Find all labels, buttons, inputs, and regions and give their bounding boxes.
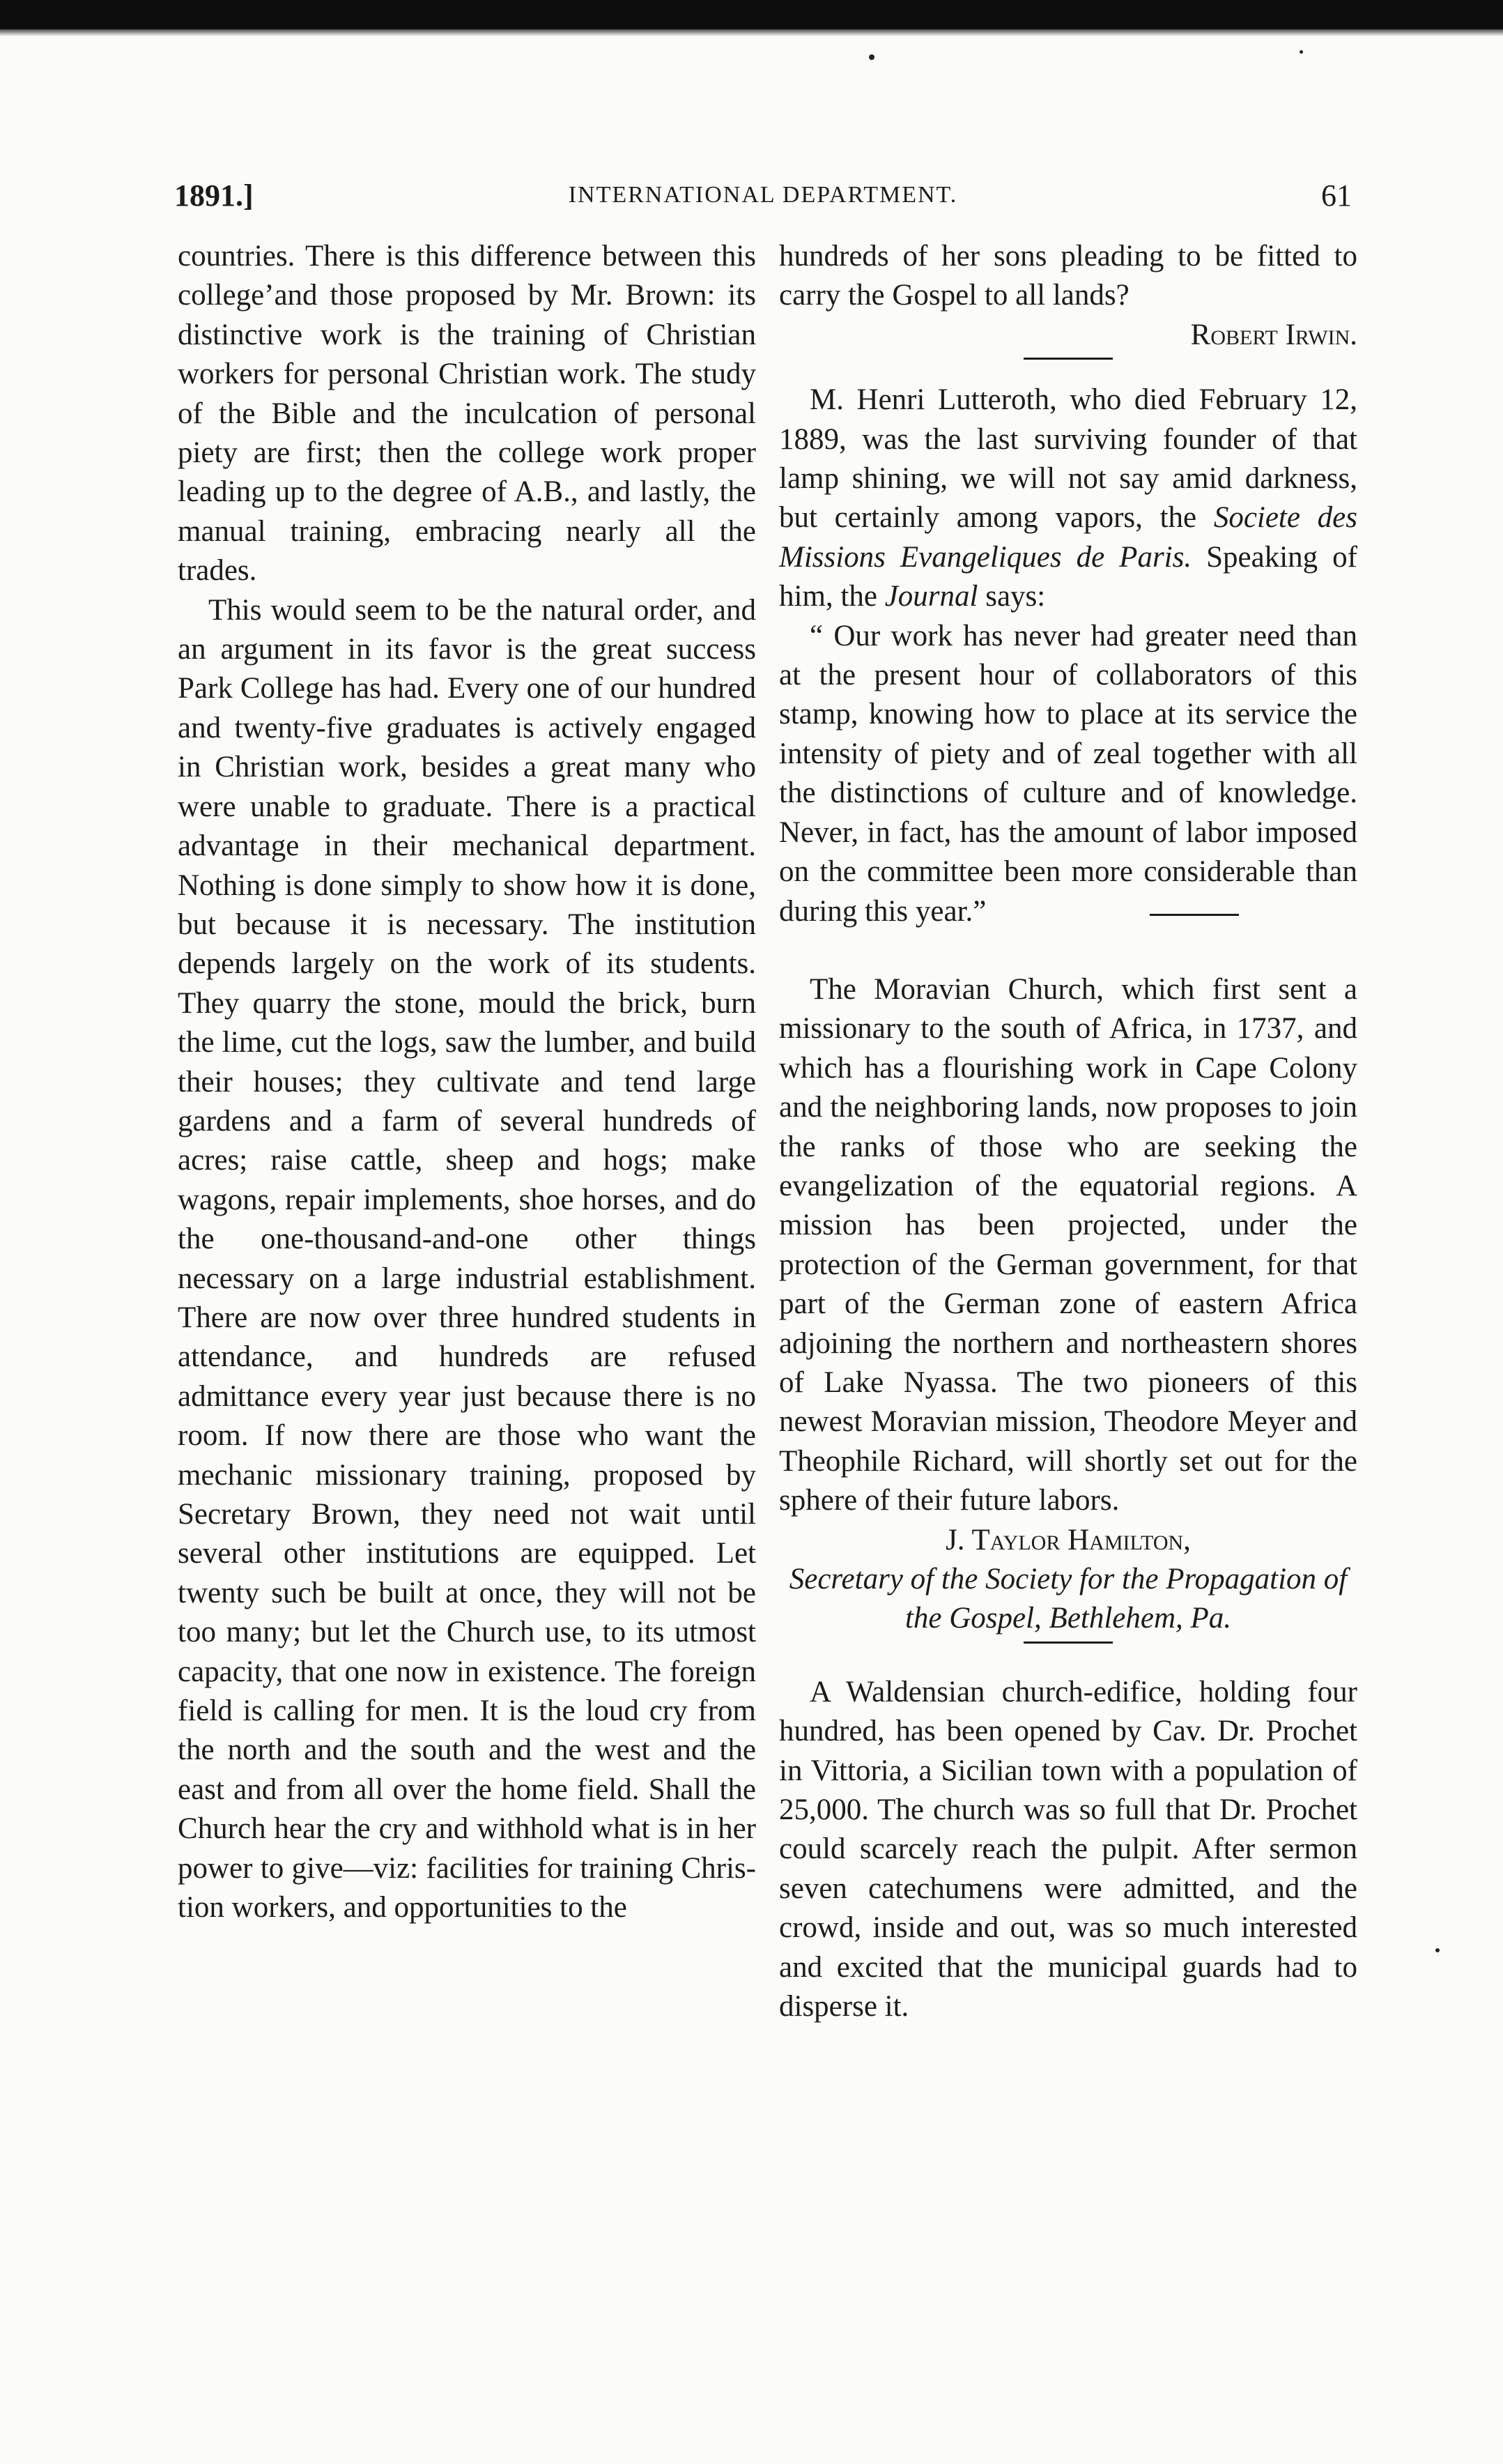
signature-robert-irwin: Robert Irwin.	[1190, 318, 1357, 351]
paragraph-waldensian-church: A Waldensian church-edifice, holding four hundred, has been opened by Cav. Dr. Prochet in Vittoria, a Sicilian town with a population of 25,000. The church was so full that Dr. Prochet could scarcely reach the pulpit. After sermon seven catechumens were admitted, and the crowd, inside and out, was so much interested and excited that the municipal guards had to disperse it.	[779, 1675, 1357, 2023]
paragraph-natural-order: This would seem to be the natural order, and an argument in its favor is the great success Park College has had. Every one of our hundred and twenty-five graduates is actively engaged in Christian work, besides a great many who were unable to graduate. There is a practical advantage in their mechanical department. Nothing is done simply to show how it is done, but because it is necessary. The institution depends largely on the work of its students. They quarry the stone, mould the brick, burn the lime, cut the logs, saw the lumber, and build their houses; they cultivate and tend large gardens and a farm of several hundreds of acres; raise cattle, sheep and hogs; make wagons, repair implements, shoe horses, and do the one-thousand-and-one other things necessary on a large industrial establishment. There are now over three hundred students in attendance, and hundreds are refused admittance every year just because there is no room. If now there are those who want the mechanic missionary training, proposed by Secretary Brown, they need not wait until several other institutions are equipped. Let twenty such be built at once, they will not be too many; but let the Church use, to its utmost capacity, that one now in existence. The foreign field is calling for men. It is the loud cry from the north and the south and the west and the east and from all over the home field. Shall the Church hear the cry and withhold what is in her power to give—viz: facilities for training Christion workers, and opportunities to the	[178, 593, 756, 1924]
page-header	[174, 178, 1352, 220]
page-number: 61	[1321, 178, 1352, 213]
left-column	[178, 237, 756, 1927]
right-column	[779, 237, 1357, 2026]
signature-j-taylor-hamilton: J. Taylor Hamilton,	[946, 1523, 1191, 1556]
signature-title: Secretary of the Society for the Propagation of the Gospel, Bethlehem, Pa.	[789, 1563, 1348, 1635]
scan-speck	[1300, 50, 1303, 54]
paragraph-henri-lutteroth: M. Henri Lutteroth, who died February 12, 1889, was the last surviving founder of that lamp shining, we will not say amid darkness, but certainly among vapors, the Societe des Missions Evangeliques de Paris. Speaking of him, the Journal says:	[779, 383, 1357, 613]
paragraph-park-college-difference: countries. There is this difference between this college’and those proposed by Mr. Brown: its distinctive work is the training of Christian workers for personal Christian work. The study of the Bible and the inculcation of personal piety are first; then the college work proper leading up to the degree of A.B., and lastly, the manual training, embracing nearly all the trades.	[178, 240, 756, 588]
paragraph-hundreds-of-sons: hundreds of her sons pleading to be fitted to carry the Gospel to all lands?	[779, 240, 1357, 312]
scan-top-edge	[0, 0, 1503, 29]
header-year: 1891.]	[174, 178, 254, 213]
scan-speck	[869, 54, 874, 60]
scan-speck	[1435, 1948, 1440, 1952]
paragraph-moravian-church: The Moravian Church, which first sent a missionary to the south of Africa, in 1737, and which has a flourishing work in Cape Colony and the neighboring lands, now proposes to join the ranks of those who are seeking the evangelization of the equatorial regions. A mission has been projected, under the protection of the German government, for that part of the German zone of eastern Africa adjoining the northern and northeastern shores of Lake Nyassa. The two pioneers of this newest Moravian mission, Theodore Meyer and Theophile Richard, will shortly set out for the sphere of their future labors.	[779, 972, 1357, 1517]
section-divider	[1150, 914, 1239, 916]
scan-edge-shadow	[0, 29, 1503, 36]
paragraph-journal-quote: “ Our work has never had greater need than at the present hour of collaborators of this stamp, knowing how to place at its service the intensity of piety and of zeal together with all the distinctions of culture and of knowledge. Never, in fact, has the amount of labor imposed on the committee been more considerable than during this year.”	[779, 619, 1357, 928]
running-title: INTERNATIONAL DEPARTMENT.	[568, 182, 958, 208]
